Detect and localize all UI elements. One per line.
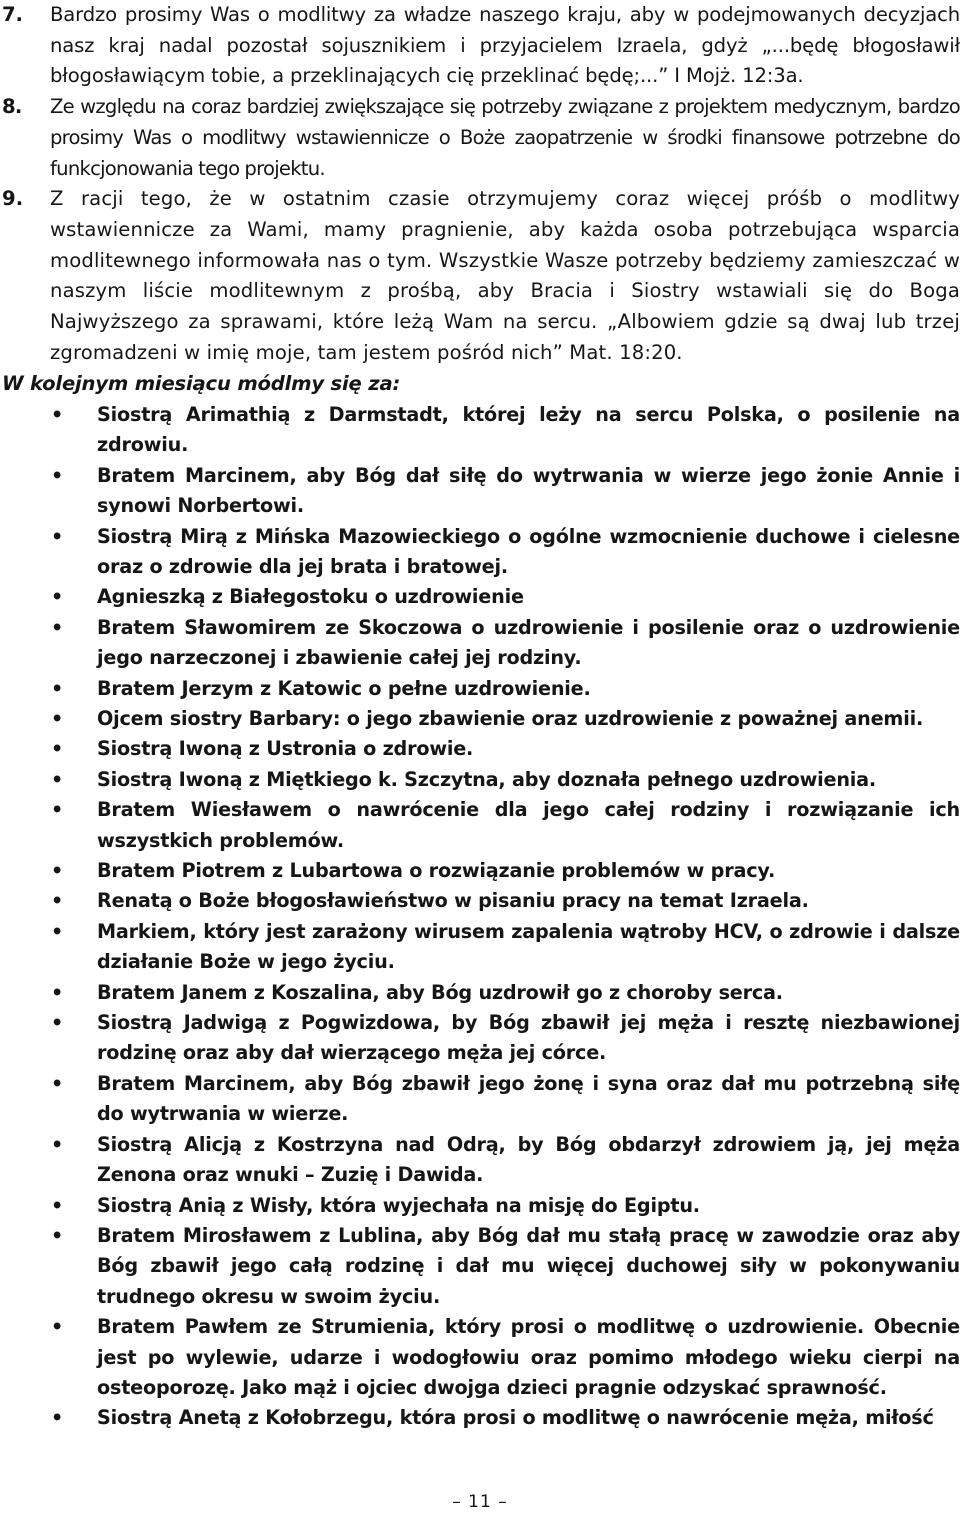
bullet-icon: • <box>51 980 64 1004</box>
bullet-icon: • <box>51 1406 64 1430</box>
bullet-icon: • <box>51 615 64 639</box>
bullet-icon: • <box>51 1071 64 1095</box>
list-item-text: Siostrą Anią z Wisły, która wyjechała na misję do Egiptu. <box>97 1193 700 1217</box>
prayer-list-heading: W kolejnym miesiącu módlmy się za: <box>2 372 401 396</box>
page-number: – 11 – <box>452 1492 508 1512</box>
list-item-text: Agnieszką z Białegostoku o uzdrowienie <box>97 585 524 609</box>
bullet-icon: • <box>51 524 64 548</box>
list-item-text: Bratem Marcinem, aby Bóg dał siłę do wytrwania w wierze jego żonie Annie i synowi Norbertowi. <box>97 463 960 518</box>
list-item <box>0 856 960 886</box>
bullet-icon: • <box>51 402 64 426</box>
paragraph-text: Z racji tego, że w ostatnim czasie otrzymujemy coraz więcej próśb o modlitwy wstawiennicze za Wami, mamy pragnienie, aby każda osoba potrzebująca wsparcia modlitewnego informowała nas o tym. Wszystkie Wasze potrzeby będziemy zamieszczać w naszym liście modlitewnym z prośbą, aby Bracia i Siostry wstawiali się do Boga Najwyższego za sprawami, które leżą Wam na sercu. „Albowiem gdzie są dwaj lub trzej zgromadzeni w imię moje, tam jestem pośród nich” Mat. 18:20. <box>50 187 960 364</box>
bullet-icon: • <box>51 1315 64 1339</box>
list-item-text: Siostrą Jadwigą z Pogwizdowa, by Bóg zbawił jej męża i resztę niezbawionej rodzinę oraz aby dał wierzącego męża jej córce. <box>97 1011 960 1065</box>
list-item-text: Renatą o Boże błogosławieństwo w pisaniu pracy na temat Izraela. <box>97 889 809 913</box>
bullet-icon: • <box>51 859 64 883</box>
paragraph-number: 8. <box>2 95 22 119</box>
bullet-icon: • <box>51 919 64 943</box>
bullet-icon: • <box>51 767 64 791</box>
paragraph-text: Ze względu na coraz bardziej zwiększające się potrzeby związane z projektem medycznym, bardzo prosimy Was o modlitwy wstawiennicze o Boże zaopatrzenie w środki finansowe potrzebne do funkcjonowania tego projektu. <box>50 95 960 180</box>
list-item <box>0 582 960 612</box>
paragraph-number: 7. <box>2 3 23 26</box>
list-item <box>0 978 960 1008</box>
paragraph-text: Bardzo prosimy Was o modlitwy za władze naszego kraju, aby w podejmowanych decyzjach nasz kraj nadal pozostał sojusznikiem i przyjacielem Izraela, gdyż „...będę błogosławił błogosławiącym tobie, a przeklinających cię przeklinać będę;...” I Mojż. 12:3a. <box>50 3 960 88</box>
list-item <box>0 917 960 978</box>
list-item-text: Markiem, który jest zarażony wirusem zapalenia wątroby HCV, o zdrowie i dalsze działanie Boże w jego życiu. <box>97 919 960 974</box>
bullet-icon: • <box>51 463 64 487</box>
list-item <box>0 522 960 583</box>
list-item-text: Siostrą Mirą z Mińska Mazowieckiego o ogólne wzmocnienie duchowe i cielesne oraz o zdrowie dla jej brata i bratowej. <box>97 524 960 578</box>
list-item-text: Bratem Janem z Koszalina, aby Bóg uzdrowił go z choroby serca. <box>97 980 783 1004</box>
list-item <box>0 1221 960 1312</box>
list-item <box>0 1008 960 1069</box>
list-item <box>0 765 960 795</box>
list-item-text: Bratem Marcinem, aby Bóg zbawił jego żonę i syna oraz dał mu potrzebną siłę do wytrwania w wierze. <box>97 1071 960 1126</box>
bullet-icon: • <box>51 1132 64 1156</box>
bullet-icon: • <box>51 798 64 822</box>
list-item <box>0 734 960 764</box>
list-item-text: Siostrą Anetą z Kołobrzegu, która prosi o modlitwę o nawrócenie męża, miłość <box>97 1406 934 1430</box>
list-item-text: Bratem Jerzym z Katowic o pełne uzdrowienie. <box>97 676 591 700</box>
list-item <box>0 674 960 704</box>
list-item-text: Bratem Piotrem z Lubartowa o rozwiązanie problemów w pracy. <box>97 859 776 883</box>
list-item <box>0 1312 960 1403</box>
numbered-paragraph-8 <box>0 92 960 184</box>
list-item-text: Bratem Sławomirem ze Skoczowa o uzdrowienie i posilenie oraz o uzdrowienie jego narzeczonej i zbawienie całej jej rodziny. <box>97 615 960 670</box>
numbered-paragraph-9 <box>0 184 960 368</box>
list-item-text: Siostrą Alicją z Kostrzyna nad Odrą, by Bóg obdarzył zdrowiem ją, jej męża Zenona oraz wnuki – Zuzię i Dawida. <box>97 1132 960 1187</box>
list-item <box>0 704 960 734</box>
list-item-text: Siostrą Iwoną z Ustronia o zdrowie. <box>97 737 474 761</box>
numbered-paragraph-7 <box>0 0 960 92</box>
bullet-icon: • <box>51 1223 64 1247</box>
bullet-icon: • <box>51 1011 64 1035</box>
list-item <box>0 613 960 674</box>
list-item <box>0 886 960 916</box>
bullet-icon: • <box>51 585 64 609</box>
paragraph-number: 9. <box>2 187 24 211</box>
list-item <box>0 461 960 522</box>
prayer-list <box>0 400 960 1434</box>
list-item <box>0 1130 960 1191</box>
list-item <box>0 400 960 461</box>
bullet-icon: • <box>51 889 64 913</box>
list-item-text: Siostrą Arimathią z Darmstadt, której leży na sercu Polska, o posilenie na zdrowiu. <box>97 402 960 457</box>
list-item-text: Bratem Wiesławem o nawrócenie dla jego całej rodziny i rozwiązanie ich wszystkich problemów. <box>97 798 960 852</box>
bullet-icon: • <box>51 737 64 761</box>
bullet-icon: • <box>51 676 64 700</box>
list-item-text: Bratem Pawłem ze Strumienia, który prosi o modlitwę o uzdrowienie. Obecnie jest po wylewie, udarze i wodogłowiu oraz pomimo młodego wieku cierpi na osteoporozę. Jako mąż i ojciec dwojga dzieci pragnie odzyskać sprawność. <box>97 1315 960 1399</box>
list-item-text: Bratem Mirosławem z Lublina, aby Bóg dał mu stałą pracę w zawodzie oraz aby Bóg zbawił jego całą rodzinę i dał mu więcej duchowej siły w pokonywaniu trudnego okresu w swoim życiu. <box>97 1223 960 1308</box>
list-item <box>0 1403 960 1433</box>
bullet-icon: • <box>51 1193 64 1217</box>
list-item <box>0 795 960 856</box>
list-item <box>0 1069 960 1130</box>
list-item-text: Siostrą Iwoną z Miętkiego k. Szczytna, aby doznała pełnego uzdrowienia. <box>97 767 877 791</box>
list-item <box>0 1191 960 1221</box>
list-item-text: Ojcem siostry Barbary: o jego zbawienie oraz uzdrowienie z poważnej anemii. <box>97 707 924 730</box>
bullet-icon: • <box>51 707 64 730</box>
